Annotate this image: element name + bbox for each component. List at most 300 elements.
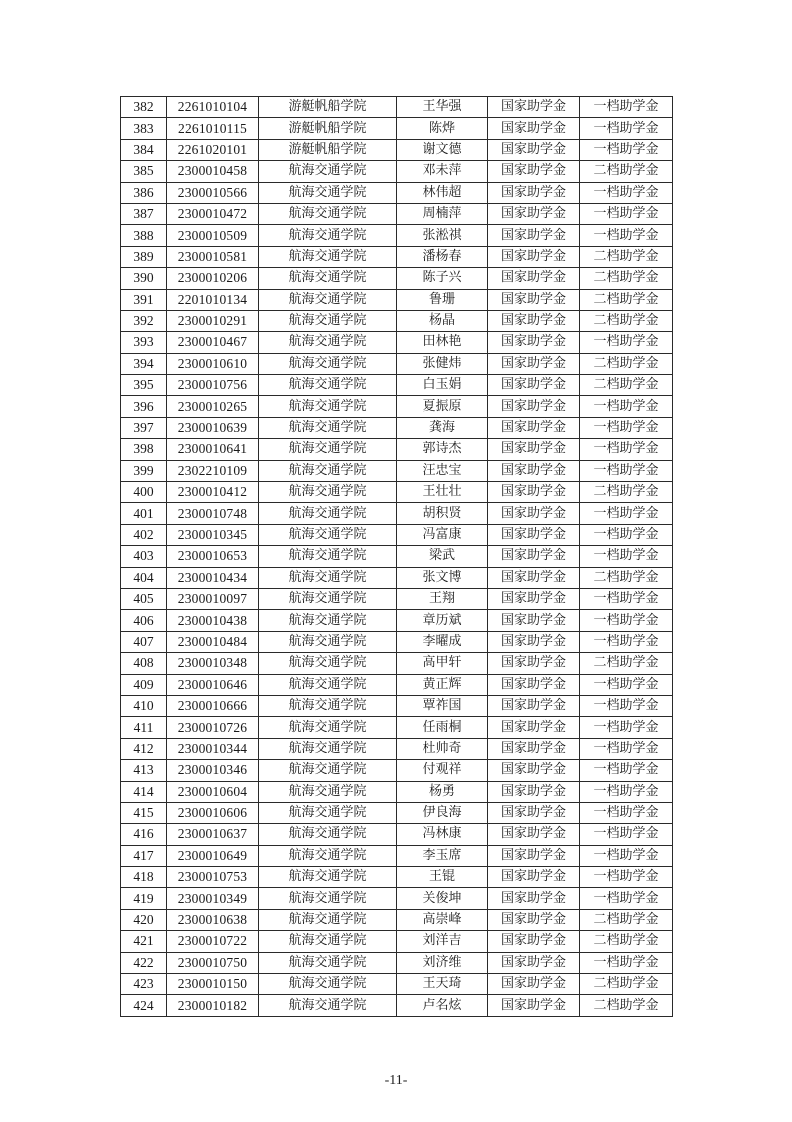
student-name-cell: 付观祥 <box>397 760 488 781</box>
grant-level-cell: 二档助学金 <box>580 268 673 289</box>
student-name-cell: 任雨桐 <box>397 717 488 738</box>
table-row <box>121 717 673 738</box>
student-id-cell: 2300010434 <box>167 567 259 588</box>
college-cell: 航海交通学院 <box>259 631 397 652</box>
grant-type-cell: 国家助学金 <box>488 717 580 738</box>
grant-level-cell: 一档助学金 <box>580 182 673 203</box>
student-name-cell: 章历斌 <box>397 610 488 631</box>
college-cell: 航海交通学院 <box>259 588 397 609</box>
grant-type-cell: 国家助学金 <box>488 888 580 909</box>
row-number-cell: 413 <box>121 760 167 781</box>
student-name-cell: 杨勇 <box>397 781 488 802</box>
grant-type-cell: 国家助学金 <box>488 182 580 203</box>
grant-level-cell: 二档助学金 <box>580 567 673 588</box>
row-number-cell: 385 <box>121 161 167 182</box>
table-row <box>121 482 673 503</box>
student-id-cell: 2300010097 <box>167 588 259 609</box>
grant-type-cell: 国家助学金 <box>488 503 580 524</box>
grant-type-cell: 国家助学金 <box>488 738 580 759</box>
row-number-cell: 418 <box>121 867 167 888</box>
table-row <box>121 439 673 460</box>
student-id-cell: 2300010150 <box>167 974 259 995</box>
scholarship-table <box>120 96 673 1017</box>
student-id-cell: 2300010472 <box>167 203 259 224</box>
grant-level-cell: 一档助学金 <box>580 802 673 823</box>
grant-level-cell: 一档助学金 <box>580 952 673 973</box>
college-cell: 航海交通学院 <box>259 203 397 224</box>
college-cell: 航海交通学院 <box>259 760 397 781</box>
grant-type-cell: 国家助学金 <box>488 931 580 952</box>
student-id-cell: 2300010653 <box>167 546 259 567</box>
grant-type-cell: 国家助学金 <box>488 952 580 973</box>
row-number-cell: 401 <box>121 503 167 524</box>
grant-level-cell: 一档助学金 <box>580 610 673 631</box>
grant-type-cell: 国家助学金 <box>488 396 580 417</box>
grant-level-cell: 二档助学金 <box>580 974 673 995</box>
grant-level-cell: 一档助学金 <box>580 674 673 695</box>
grant-level-cell: 二档助学金 <box>580 375 673 396</box>
student-id-cell: 2300010509 <box>167 225 259 246</box>
grant-level-cell: 一档助学金 <box>580 460 673 481</box>
table-row <box>121 653 673 674</box>
table-row <box>121 931 673 952</box>
grant-level-cell: 二档助学金 <box>580 161 673 182</box>
row-number-cell: 398 <box>121 439 167 460</box>
student-name-cell: 陈烨 <box>397 118 488 139</box>
table-row <box>121 760 673 781</box>
grant-level-cell: 一档助学金 <box>580 631 673 652</box>
student-name-cell: 龚海 <box>397 417 488 438</box>
grant-type-cell: 国家助学金 <box>488 97 580 118</box>
table-row <box>121 353 673 374</box>
student-id-cell: 2300010649 <box>167 845 259 866</box>
student-id-cell: 2300010265 <box>167 396 259 417</box>
row-number-cell: 407 <box>121 631 167 652</box>
grant-level-cell: 一档助学金 <box>580 225 673 246</box>
row-number-cell: 420 <box>121 909 167 930</box>
student-name-cell: 张健炜 <box>397 353 488 374</box>
table-row <box>121 375 673 396</box>
grant-type-cell: 国家助学金 <box>488 909 580 930</box>
table-row <box>121 396 673 417</box>
grant-type-cell: 国家助学金 <box>488 203 580 224</box>
grant-type-cell: 国家助学金 <box>488 310 580 331</box>
row-number-cell: 383 <box>121 118 167 139</box>
college-cell: 航海交通学院 <box>259 353 397 374</box>
student-name-cell: 杜帅奇 <box>397 738 488 759</box>
college-cell: 航海交通学院 <box>259 289 397 310</box>
student-name-cell: 高崇峰 <box>397 909 488 930</box>
table-row <box>121 845 673 866</box>
college-cell: 航海交通学院 <box>259 888 397 909</box>
grant-type-cell: 国家助学金 <box>488 567 580 588</box>
grant-level-cell: 二档助学金 <box>580 246 673 267</box>
college-cell: 航海交通学院 <box>259 396 397 417</box>
student-name-cell: 郭诗杰 <box>397 439 488 460</box>
grant-type-cell: 国家助学金 <box>488 417 580 438</box>
table-row <box>121 610 673 631</box>
student-name-cell: 鲁珊 <box>397 289 488 310</box>
college-cell: 航海交通学院 <box>259 995 397 1016</box>
row-number-cell: 417 <box>121 845 167 866</box>
table-row <box>121 952 673 973</box>
grant-level-cell: 二档助学金 <box>580 353 673 374</box>
grant-level-cell: 一档助学金 <box>580 332 673 353</box>
grant-type-cell: 国家助学金 <box>488 139 580 160</box>
student-id-cell: 2300010346 <box>167 760 259 781</box>
grant-level-cell: 一档助学金 <box>580 760 673 781</box>
student-id-cell: 2300010637 <box>167 824 259 845</box>
college-cell: 航海交通学院 <box>259 439 397 460</box>
college-cell: 航海交通学院 <box>259 674 397 695</box>
student-id-cell: 2300010291 <box>167 310 259 331</box>
college-cell: 航海交通学院 <box>259 268 397 289</box>
college-cell: 航海交通学院 <box>259 695 397 716</box>
grant-level-cell: 二档助学金 <box>580 995 673 1016</box>
student-name-cell: 王天琦 <box>397 974 488 995</box>
row-number-cell: 415 <box>121 802 167 823</box>
student-name-cell: 冯林康 <box>397 824 488 845</box>
student-name-cell: 邓未萍 <box>397 161 488 182</box>
college-cell: 游艇帆船学院 <box>259 139 397 160</box>
grant-type-cell: 国家助学金 <box>488 610 580 631</box>
student-id-cell: 2300010610 <box>167 353 259 374</box>
grant-type-cell: 国家助学金 <box>488 845 580 866</box>
grant-level-cell: 一档助学金 <box>580 546 673 567</box>
student-name-cell: 张淞祺 <box>397 225 488 246</box>
grant-level-cell: 一档助学金 <box>580 867 673 888</box>
row-number-cell: 400 <box>121 482 167 503</box>
table-body <box>121 97 673 1017</box>
college-cell: 航海交通学院 <box>259 567 397 588</box>
grant-type-cell: 国家助学金 <box>488 439 580 460</box>
table-row <box>121 588 673 609</box>
row-number-cell: 405 <box>121 588 167 609</box>
student-name-cell: 王翔 <box>397 588 488 609</box>
student-name-cell: 潘杨春 <box>397 246 488 267</box>
row-number-cell: 404 <box>121 567 167 588</box>
student-id-cell: 2300010349 <box>167 888 259 909</box>
grant-type-cell: 国家助学金 <box>488 546 580 567</box>
grant-type-cell: 国家助学金 <box>488 118 580 139</box>
table-row <box>121 417 673 438</box>
table-row <box>121 332 673 353</box>
student-name-cell: 杨晶 <box>397 310 488 331</box>
row-number-cell: 422 <box>121 952 167 973</box>
table-row <box>121 225 673 246</box>
row-number-cell: 394 <box>121 353 167 374</box>
grant-type-cell: 国家助学金 <box>488 674 580 695</box>
table-row <box>121 289 673 310</box>
student-id-cell: 2300010484 <box>167 631 259 652</box>
table-row <box>121 974 673 995</box>
table-row <box>121 824 673 845</box>
row-number-cell: 382 <box>121 97 167 118</box>
college-cell: 航海交通学院 <box>259 738 397 759</box>
student-name-cell: 关俊坤 <box>397 888 488 909</box>
table-row <box>121 802 673 823</box>
grant-type-cell: 国家助学金 <box>488 268 580 289</box>
student-id-cell: 2302210109 <box>167 460 259 481</box>
row-number-cell: 416 <box>121 824 167 845</box>
row-number-cell: 384 <box>121 139 167 160</box>
grant-level-cell: 一档助学金 <box>580 139 673 160</box>
student-name-cell: 卢名炫 <box>397 995 488 1016</box>
college-cell: 航海交通学院 <box>259 952 397 973</box>
student-name-cell: 冯富康 <box>397 524 488 545</box>
row-number-cell: 409 <box>121 674 167 695</box>
grant-level-cell: 一档助学金 <box>580 824 673 845</box>
college-cell: 航海交通学院 <box>259 182 397 203</box>
college-cell: 航海交通学院 <box>259 802 397 823</box>
row-number-cell: 406 <box>121 610 167 631</box>
college-cell: 航海交通学院 <box>259 417 397 438</box>
college-cell: 航海交通学院 <box>259 546 397 567</box>
row-number-cell: 389 <box>121 246 167 267</box>
college-cell: 航海交通学院 <box>259 225 397 246</box>
college-cell: 航海交通学院 <box>259 246 397 267</box>
grant-type-cell: 国家助学金 <box>488 375 580 396</box>
row-number-cell: 396 <box>121 396 167 417</box>
student-name-cell: 刘洋吉 <box>397 931 488 952</box>
row-number-cell: 391 <box>121 289 167 310</box>
grant-type-cell: 国家助学金 <box>488 332 580 353</box>
grant-type-cell: 国家助学金 <box>488 802 580 823</box>
table-row <box>121 546 673 567</box>
student-id-cell: 2300010581 <box>167 246 259 267</box>
grant-type-cell: 国家助学金 <box>488 225 580 246</box>
table-row <box>121 161 673 182</box>
college-cell: 航海交通学院 <box>259 845 397 866</box>
grant-type-cell: 国家助学金 <box>488 524 580 545</box>
college-cell: 航海交通学院 <box>259 931 397 952</box>
grant-type-cell: 国家助学金 <box>488 588 580 609</box>
student-id-cell: 2300010412 <box>167 482 259 503</box>
college-cell: 航海交通学院 <box>259 610 397 631</box>
grant-type-cell: 国家助学金 <box>488 482 580 503</box>
student-name-cell: 伊良海 <box>397 802 488 823</box>
row-number-cell: 386 <box>121 182 167 203</box>
student-id-cell: 2300010726 <box>167 717 259 738</box>
student-id-cell: 2300010639 <box>167 417 259 438</box>
grant-level-cell: 一档助学金 <box>580 417 673 438</box>
grant-type-cell: 国家助学金 <box>488 995 580 1016</box>
table-row <box>121 867 673 888</box>
student-name-cell: 高甲轩 <box>397 653 488 674</box>
table-row <box>121 503 673 524</box>
student-id-cell: 2300010666 <box>167 695 259 716</box>
student-id-cell: 2300010458 <box>167 161 259 182</box>
student-id-cell: 2300010606 <box>167 802 259 823</box>
college-cell: 航海交通学院 <box>259 375 397 396</box>
row-number-cell: 412 <box>121 738 167 759</box>
student-id-cell: 2300010748 <box>167 503 259 524</box>
student-id-cell: 2300010722 <box>167 931 259 952</box>
grant-level-cell: 一档助学金 <box>580 396 673 417</box>
student-id-cell: 2300010641 <box>167 439 259 460</box>
grant-level-cell: 一档助学金 <box>580 738 673 759</box>
row-number-cell: 402 <box>121 524 167 545</box>
college-cell: 航海交通学院 <box>259 503 397 524</box>
table-row <box>121 268 673 289</box>
college-cell: 游艇帆船学院 <box>259 118 397 139</box>
grant-level-cell: 一档助学金 <box>580 695 673 716</box>
college-cell: 航海交通学院 <box>259 460 397 481</box>
table-row <box>121 460 673 481</box>
student-name-cell: 田林艳 <box>397 332 488 353</box>
student-name-cell: 李玉席 <box>397 845 488 866</box>
page-number: -11- <box>384 1073 408 1088</box>
grant-level-cell: 二档助学金 <box>580 653 673 674</box>
row-number-cell: 387 <box>121 203 167 224</box>
table-row <box>121 674 673 695</box>
row-number-cell: 421 <box>121 931 167 952</box>
grant-type-cell: 国家助学金 <box>488 460 580 481</box>
college-cell: 航海交通学院 <box>259 824 397 845</box>
grant-level-cell: 一档助学金 <box>580 97 673 118</box>
grant-level-cell: 一档助学金 <box>580 888 673 909</box>
student-id-cell: 2300010646 <box>167 674 259 695</box>
student-id-cell: 2261020101 <box>167 139 259 160</box>
grant-level-cell: 二档助学金 <box>580 482 673 503</box>
grant-level-cell: 一档助学金 <box>580 588 673 609</box>
table-row <box>121 139 673 160</box>
student-name-cell: 张文博 <box>397 567 488 588</box>
table-row <box>121 995 673 1016</box>
student-id-cell: 2300010566 <box>167 182 259 203</box>
grant-level-cell: 一档助学金 <box>580 503 673 524</box>
grant-type-cell: 国家助学金 <box>488 653 580 674</box>
grant-level-cell: 一档助学金 <box>580 845 673 866</box>
grant-level-cell: 一档助学金 <box>580 439 673 460</box>
student-id-cell: 2300010467 <box>167 332 259 353</box>
grant-level-cell: 二档助学金 <box>580 310 673 331</box>
student-name-cell: 王华强 <box>397 97 488 118</box>
grant-type-cell: 国家助学金 <box>488 781 580 802</box>
table-row <box>121 631 673 652</box>
student-id-cell: 2300010345 <box>167 524 259 545</box>
grant-level-cell: 一档助学金 <box>580 717 673 738</box>
table-row <box>121 97 673 118</box>
grant-type-cell: 国家助学金 <box>488 867 580 888</box>
grant-level-cell: 一档助学金 <box>580 781 673 802</box>
college-cell: 航海交通学院 <box>259 524 397 545</box>
student-id-cell: 2300010756 <box>167 375 259 396</box>
college-cell: 航海交通学院 <box>259 717 397 738</box>
student-id-cell: 2300010182 <box>167 995 259 1016</box>
student-name-cell: 刘济维 <box>397 952 488 973</box>
student-name-cell: 林伟超 <box>397 182 488 203</box>
row-number-cell: 414 <box>121 781 167 802</box>
student-name-cell: 周楠萍 <box>397 203 488 224</box>
student-id-cell: 2300010753 <box>167 867 259 888</box>
student-name-cell: 白玉娟 <box>397 375 488 396</box>
table-row <box>121 246 673 267</box>
student-name-cell: 王锟 <box>397 867 488 888</box>
grant-level-cell: 二档助学金 <box>580 289 673 310</box>
row-number-cell: 410 <box>121 695 167 716</box>
grant-level-cell: 一档助学金 <box>580 524 673 545</box>
grant-type-cell: 国家助学金 <box>488 246 580 267</box>
student-id-cell: 2261010104 <box>167 97 259 118</box>
grant-level-cell: 二档助学金 <box>580 931 673 952</box>
row-number-cell: 393 <box>121 332 167 353</box>
row-number-cell: 419 <box>121 888 167 909</box>
college-cell: 航海交通学院 <box>259 482 397 503</box>
college-cell: 航海交通学院 <box>259 310 397 331</box>
college-cell: 航海交通学院 <box>259 867 397 888</box>
table-row <box>121 738 673 759</box>
student-name-cell: 王壮壮 <box>397 482 488 503</box>
student-name-cell: 陈子兴 <box>397 268 488 289</box>
table-row <box>121 310 673 331</box>
student-name-cell: 李曜成 <box>397 631 488 652</box>
table-row <box>121 182 673 203</box>
row-number-cell: 390 <box>121 268 167 289</box>
grant-type-cell: 国家助学金 <box>488 289 580 310</box>
college-cell: 航海交通学院 <box>259 974 397 995</box>
student-id-cell: 2261010115 <box>167 118 259 139</box>
student-id-cell: 2300010206 <box>167 268 259 289</box>
table-row <box>121 203 673 224</box>
student-id-cell: 2300010638 <box>167 909 259 930</box>
grant-type-cell: 国家助学金 <box>488 353 580 374</box>
grant-type-cell: 国家助学金 <box>488 695 580 716</box>
row-number-cell: 395 <box>121 375 167 396</box>
student-name-cell: 胡积贤 <box>397 503 488 524</box>
student-id-cell: 2201010134 <box>167 289 259 310</box>
table-row <box>121 524 673 545</box>
grant-type-cell: 国家助学金 <box>488 161 580 182</box>
grant-level-cell: 一档助学金 <box>580 203 673 224</box>
table-row <box>121 567 673 588</box>
student-id-cell: 2300010348 <box>167 653 259 674</box>
college-cell: 航海交通学院 <box>259 653 397 674</box>
table-row <box>121 695 673 716</box>
grant-type-cell: 国家助学金 <box>488 824 580 845</box>
college-cell: 航海交通学院 <box>259 909 397 930</box>
student-name-cell: 夏振原 <box>397 396 488 417</box>
grant-level-cell: 二档助学金 <box>580 909 673 930</box>
grant-level-cell: 一档助学金 <box>580 118 673 139</box>
row-number-cell: 397 <box>121 417 167 438</box>
student-name-cell: 覃祚国 <box>397 695 488 716</box>
table-row <box>121 888 673 909</box>
table-row <box>121 118 673 139</box>
row-number-cell: 403 <box>121 546 167 567</box>
student-name-cell: 梁武 <box>397 546 488 567</box>
table-row <box>121 781 673 802</box>
student-name-cell: 汪忠宝 <box>397 460 488 481</box>
row-number-cell: 392 <box>121 310 167 331</box>
student-name-cell: 谢文德 <box>397 139 488 160</box>
row-number-cell: 388 <box>121 225 167 246</box>
student-id-cell: 2300010344 <box>167 738 259 759</box>
grant-type-cell: 国家助学金 <box>488 974 580 995</box>
student-id-cell: 2300010438 <box>167 610 259 631</box>
row-number-cell: 399 <box>121 460 167 481</box>
grant-type-cell: 国家助学金 <box>488 760 580 781</box>
table-row <box>121 909 673 930</box>
row-number-cell: 408 <box>121 653 167 674</box>
row-number-cell: 424 <box>121 995 167 1016</box>
college-cell: 航海交通学院 <box>259 161 397 182</box>
student-id-cell: 2300010604 <box>167 781 259 802</box>
college-cell: 航海交通学院 <box>259 781 397 802</box>
college-cell: 游艇帆船学院 <box>259 97 397 118</box>
student-id-cell: 2300010750 <box>167 952 259 973</box>
row-number-cell: 411 <box>121 717 167 738</box>
